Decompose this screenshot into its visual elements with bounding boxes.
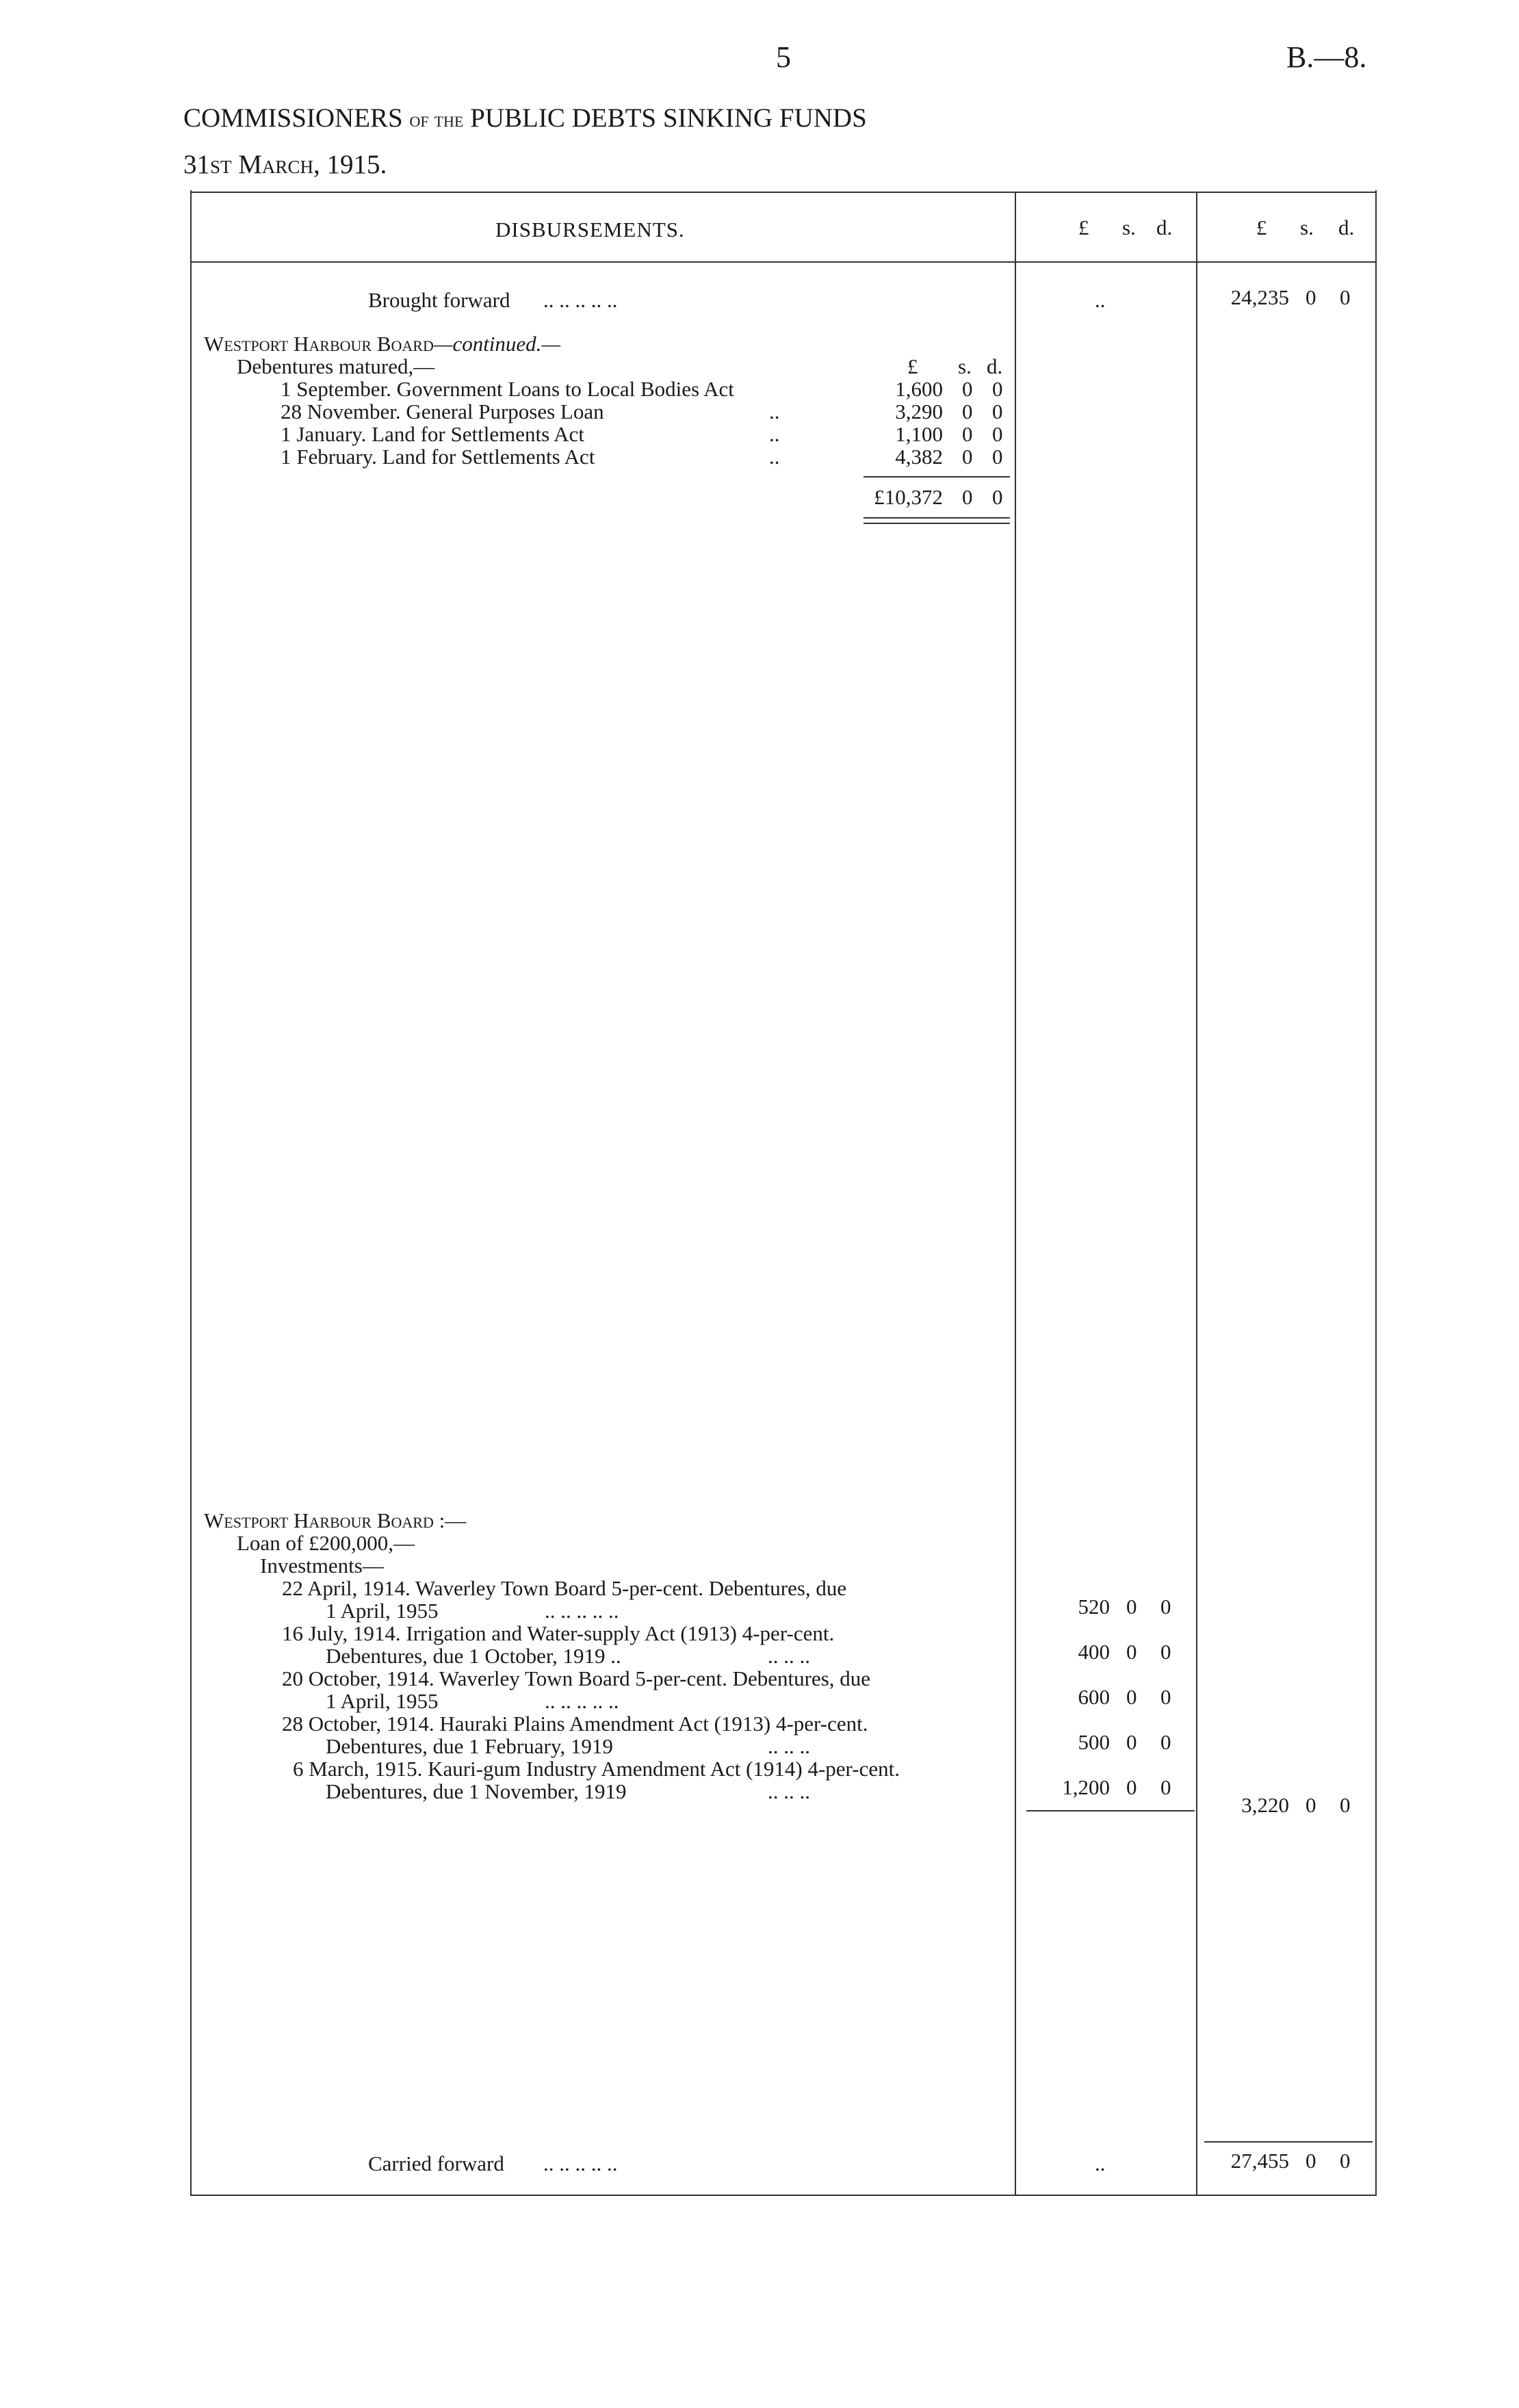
header-s-2: s.	[1300, 215, 1314, 239]
section1-subtotal-rule	[864, 476, 1010, 477]
section1-row-d: 0	[992, 400, 1003, 423]
investment-pounds: 520	[1078, 1595, 1110, 1619]
section1-total-d: 0	[992, 485, 1003, 509]
investments-subtotal-rule	[1026, 1810, 1195, 1811]
section1-row-d: 0	[992, 422, 1003, 446]
title-part-b: of the	[409, 107, 464, 131]
investment-dots: .. .. ..	[768, 1734, 810, 1758]
section2-heading-suffix: :—	[433, 1508, 467, 1532]
section1-sub: Debentures matured,—	[237, 354, 435, 378]
carried-forward-pounds: 27,455	[1230, 2149, 1289, 2173]
header-pound-2: £	[1256, 215, 1267, 239]
investment-line1: 28 October, 1914. Hauraki Plains Amendment Act (1913) 4-per-cent.	[282, 1712, 868, 1736]
brought-forward-mid: ..	[1095, 288, 1106, 312]
section1-heading-name: Westport Harbour Board	[204, 332, 434, 356]
section2-heading	[204, 1509, 466, 1532]
investment-line1: 6 March, 1915. Kauri-gum Industry Amendment Act (1914) 4-per-cent.	[293, 1757, 900, 1781]
brought-forward-pounds: 24,235	[1230, 285, 1289, 309]
section2-total-pounds: 3,220	[1241, 1793, 1289, 1817]
section2-heading-name: Westport Harbour Board	[204, 1508, 434, 1532]
section2-investments: Investments—	[260, 1554, 384, 1578]
section1-head-s: s.	[958, 354, 972, 378]
section2-total-d: 0	[1340, 1793, 1351, 1817]
brought-forward-leader: .. .. .. .. ..	[543, 288, 618, 312]
section1-row-pounds: 4,382	[895, 445, 943, 469]
investment-dots: .. .. ..	[768, 1644, 810, 1668]
carried-forward-d: 0	[1340, 2149, 1351, 2173]
investment-dots: .. .. .. .. ..	[545, 1689, 619, 1713]
date-part-b: , 1915.	[313, 150, 387, 179]
investment-line1: 22 April, 1914. Waverley Town Board 5-per-cent. Debentures, due	[282, 1576, 847, 1600]
title-part-a: COMMISSIONERS	[183, 103, 403, 133]
section1-total-s: 0	[962, 485, 973, 509]
section1-row-dots: ..	[769, 400, 780, 423]
section1-row-pounds: 1,100	[895, 422, 943, 446]
investment-line2: 1 April, 1955	[326, 1689, 439, 1713]
investment-d: 0	[1160, 1685, 1171, 1709]
investment-pounds: 400	[1078, 1640, 1110, 1664]
page-date	[183, 149, 387, 180]
section1-row-s: 0	[962, 400, 973, 423]
carried-forward-leader: .. .. .. .. ..	[543, 2151, 618, 2175]
brought-forward-label: Brought forward	[368, 288, 510, 312]
investment-s: 0	[1126, 1640, 1137, 1664]
investment-d: 0	[1160, 1730, 1171, 1754]
section1-row-pounds: 3,290	[895, 400, 943, 423]
section1-head-pound: £	[907, 354, 918, 378]
section1-row-s: 0	[962, 422, 973, 446]
section2-loan: Loan of £200,000,—	[237, 1531, 415, 1555]
section1-row-text: 1 September. Government Loans to Local Bodies Act	[281, 377, 734, 401]
investment-dots: .. .. .. .. ..	[545, 1599, 619, 1623]
section1-row-d: 0	[992, 445, 1003, 469]
section1-row-d: 0	[992, 377, 1003, 401]
section1-row-pounds: 1,600	[895, 377, 943, 401]
page-number: 5	[776, 40, 791, 74]
section1-row-dots: ..	[769, 422, 780, 446]
brought-forward-s: 0	[1306, 285, 1316, 309]
investment-pounds: 1,200	[1062, 1775, 1110, 1799]
section1-row-s: 0	[962, 445, 973, 469]
investment-line2: 1 April, 1955	[326, 1599, 439, 1623]
header-pound-1: £	[1078, 215, 1089, 239]
section1-total-pounds: £10,372	[874, 485, 943, 509]
section1-heading-suffix: —continued.—	[433, 332, 560, 356]
carried-forward-mid: ..	[1095, 2151, 1106, 2175]
section1-row-text: 1 February. Land for Settlements Act	[281, 445, 595, 469]
section1-heading	[204, 332, 560, 355]
investment-d: 0	[1160, 1640, 1171, 1664]
investment-line2: Debentures, due 1 November, 1919	[326, 1779, 627, 1803]
investment-pounds: 600	[1078, 1685, 1110, 1709]
document-code: B.—8.	[1286, 40, 1367, 74]
investment-line1: 16 July, 1914. Irrigation and Water-supply Act (1913) 4-per-cent.	[282, 1621, 835, 1645]
investment-s: 0	[1126, 1595, 1137, 1619]
investment-s: 0	[1126, 1775, 1137, 1799]
header-disbursements: DISBURSEMENTS.	[495, 218, 685, 241]
investment-line2: Debentures, due 1 February, 1919	[326, 1734, 613, 1758]
title-part-c: PUBLIC DEBTS SINKING FUNDS	[470, 103, 867, 133]
page-title	[183, 103, 867, 133]
investment-d: 0	[1160, 1775, 1171, 1799]
investment-line2: Debentures, due 1 October, 1919 ..	[326, 1644, 621, 1668]
investment-pounds: 500	[1078, 1730, 1110, 1754]
header-d-1: d.	[1156, 215, 1173, 239]
section1-head-d: d.	[987, 354, 1003, 378]
header-d-2: d.	[1338, 215, 1355, 239]
brought-forward-d: 0	[1340, 285, 1351, 309]
investment-line1: 20 October, 1914. Waverley Town Board 5-per-cent. Debentures, due	[282, 1666, 871, 1690]
investment-s: 0	[1126, 1685, 1137, 1709]
investment-d: 0	[1160, 1595, 1171, 1619]
header-s-1: s.	[1122, 215, 1136, 239]
section1-row-dots: ..	[769, 445, 780, 469]
section1-row-text: 1 January. Land for Settlements Act	[281, 422, 584, 446]
section1-double-rule	[864, 517, 1010, 519]
investment-dots: .. .. ..	[768, 1779, 810, 1803]
section1-row-text: 28 November. General Purposes Loan	[281, 400, 604, 423]
section1-row-s: 0	[962, 377, 973, 401]
carried-forward-rule	[1204, 2141, 1373, 2143]
section2-total-s: 0	[1306, 1793, 1316, 1817]
date-part-a: 31st March	[183, 150, 313, 179]
carried-forward-label: Carried forward	[368, 2151, 504, 2175]
investment-s: 0	[1126, 1730, 1137, 1754]
carried-forward-s: 0	[1306, 2149, 1316, 2173]
